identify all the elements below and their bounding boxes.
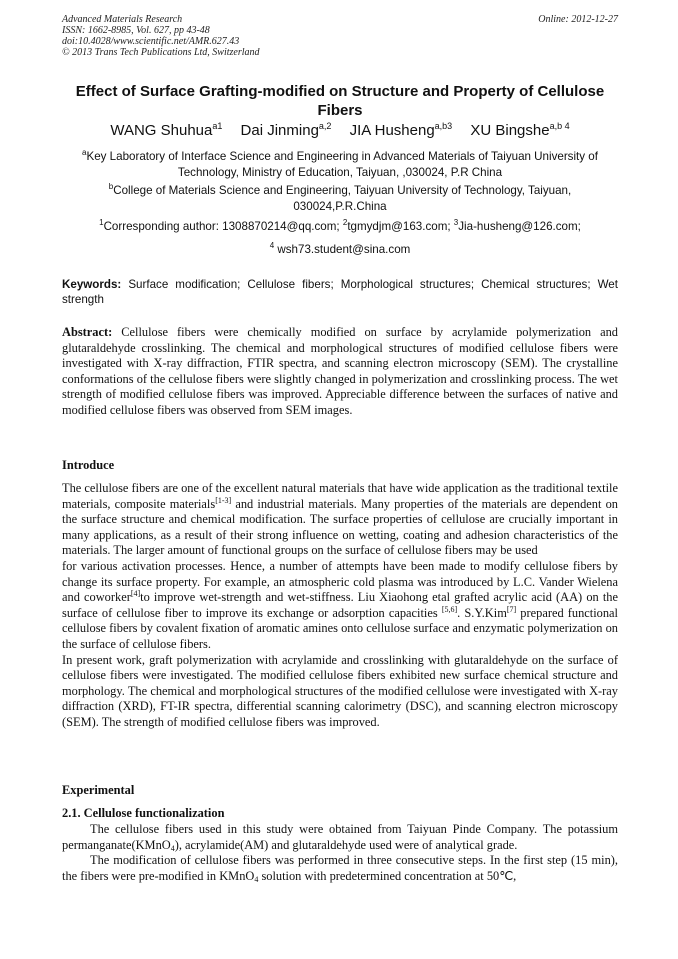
experimental-body	[62, 822, 618, 884]
abstract-text: Cellulose fibers were chemically modified on surface by acrylamide polymerization and glutaraldehyde crosslinking. The chemical and morphological structures of modified cellulose fibers were investigated with X-ray diffraction, FTIR spectra, and scanning electron microscopy (SEM). The crystalline conformations of the cellulose fibers were slightly changed in polymerization and crosslinking process. The wet strength of modified cellulose fibers was improved. Appreciable difference between the surfaces of native and modified cellulose fibers was observed from SEM images.	[62, 325, 618, 417]
online-date: Online: 2012-12-27	[538, 14, 618, 25]
journal-issn: ISSN: 1662-8985, Vol. 627, pp 43-48	[62, 25, 210, 36]
section-heading-introduce: Introduce	[62, 458, 115, 472]
paragraph: The cellulose fibers used in this study were obtained from Taiyuan Pinde Company. The potassium permanganate(KMnO$_4$), acrylamide(AM) and glutaraldehyde used were of analytical grade.	[62, 822, 618, 853]
affiliation-a: $^a$Key Laboratory of Interface Science and Engineering in Advanced Materials of Taiyuan University of Technology, Ministry of Education, Taiyuan, ,030024, P.R China	[82, 148, 598, 179]
corresponding-email-4: $^4$ wsh73.student@sina.com	[269, 241, 411, 256]
author: WANG Shuhua$^{a1}$	[110, 121, 223, 139]
introduce-body	[62, 481, 618, 731]
journal-header	[62, 14, 618, 58]
abstract-label: Abstract:	[62, 325, 113, 339]
subsection-heading: 2.1. Cellulose functionalization	[62, 806, 225, 820]
author: XU Bingshe$^{a,b 4}$	[470, 121, 570, 139]
journal-name: Advanced Materials Research	[62, 14, 183, 25]
paper-title: Effect of Surface Grafting-modified on Structure and Property of Cellulose Fibers	[75, 83, 605, 119]
abstract	[62, 325, 618, 419]
journal-copyright: © 2013 Trans Tech Publications Ltd, Switzerland	[62, 47, 260, 58]
paragraph: for various activation processes. Hence, a number of attempts have been made to modify cellulose fibers by change its surface property. For example, an atmospheric cold plasma was introduced by L.C. Vander Wielena and coworker[4]to improve wet-strength and wet-stiffness. Liu Xiaohong etal grafted acrylic acid (AA) on the surface of cellulose fiber to improve its exchange or adsorption capacities [5,6]. S.Y.Kim[7] prepared functional cellulose fibers by covalent fixation of aromatic amines onto cellulose surface and enzymatic polymerization on the surface of cellulose fibers.	[62, 558, 618, 651]
corresponding-authors: $^1$Corresponding author: 1308870214@qq.com; $^2$tgmydjm@163.com; $^3$Jia-husheng@126.com;	[99, 218, 581, 233]
paragraph: The cellulose fibers are one of the excellent natural materials that have wide application as the traditional textile materials, composite materials[1-3] and industrial materials. Many properties of the materials are dependent on the surface structure and chemical modification. The surface properties of cellulose are crucially important in many applications, as a result of their strong influence on wetting, coating and adhesion characteristics of the materials. The larger amount of functional groups on the surface of cellulose fibers may be used	[62, 481, 618, 558]
paragraph: The modification of cellulose fibers was performed in three consecutive steps. In the first step (15 min), the fibers were pre-modified in KMnO$_4$ solution with predetermined concentration at 50℃,	[62, 853, 618, 884]
keywords: Keywords: Surface modification; Cellulose fibers; Morphological structures; Chemical structures; Wet strength	[62, 278, 618, 306]
paragraph: In present work, graft polymerization with acrylamide and crosslinking with glutaraldehyde on the surface of cellulose fibers were investigated. The modified cellulose fibers exhibited new surface chemical structure and morphology. The chemical and morphological structures of the modified cellulose were investigated with X-ray diffraction (XRD), FT-IR spectra, differential scanning calorimetry (DSC), and scanning electron microscopy (SEM). The strength of modified cellulose fibers was improved.	[62, 652, 618, 729]
journal-doi: doi:10.4028/www.scientific.net/AMR.627.43	[62, 36, 240, 47]
author: JIA Husheng$^{a,b3}$	[349, 121, 453, 139]
section-heading-experimental: Experimental	[62, 783, 135, 797]
affiliation-b: $^b$College of Materials Science and Engineering, Taiyuan University of Technology, Taiyuan, 030024,P.R.China	[108, 182, 572, 213]
author-list	[62, 121, 618, 141]
author: Dai Jinming$^{a,2}$	[240, 121, 332, 139]
